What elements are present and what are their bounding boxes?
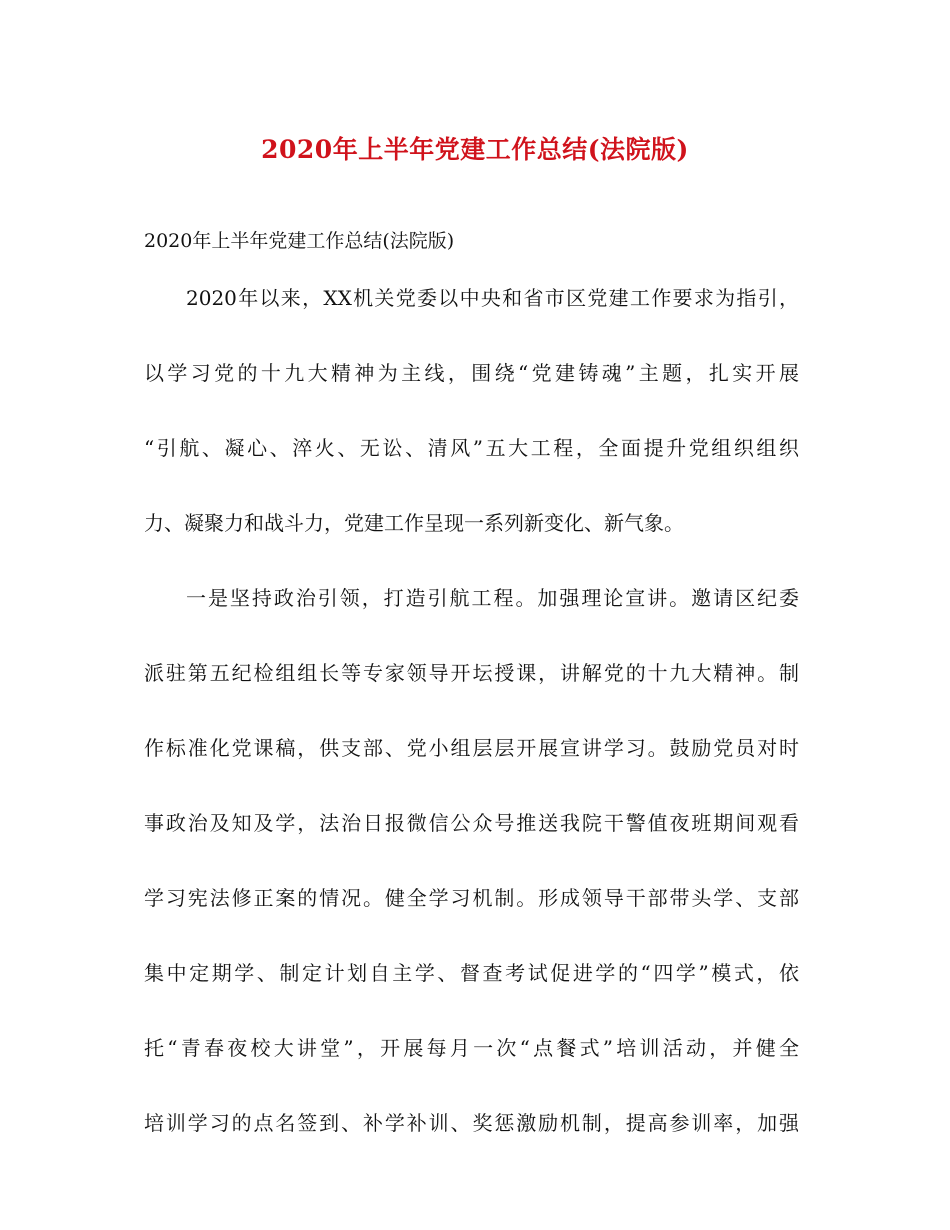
paragraph-line: 力、凝聚力和战斗力，党建工作呈现一系列新变化、新气象。	[144, 511, 684, 535]
paragraph-line: 事政治及知及学，法治日报微信公众号推送我院干警值夜班期间观看	[144, 811, 799, 835]
paragraph-line: 派驻第五纪检组组长等专家领导开坛授课，讲解党的十九大精神。制	[144, 661, 799, 685]
paragraph-line: 集中定期学、制定计划自主学、督查考试促进学的“四学”模式，依	[144, 961, 799, 985]
paragraph-line: 2020年以来，XX机关党委以中央和省市区党建工作要求为指引，	[186, 286, 799, 310]
paragraph-line: 托“青春夜校大讲堂”，开展每月一次“点餐式”培训活动，并健全	[144, 1036, 799, 1060]
document-subtitle: 2020年上半年党建工作总结(法院版)	[144, 230, 455, 252]
paragraph-line: “引航、凝心、淬火、无讼、清风”五大工程，全面提升党组织组织	[144, 436, 799, 460]
document-title: 2020年上半年党建工作总结(法院版)	[261, 135, 689, 164]
paragraph-line: 作标准化党课稿，供支部、党小组层层开展宣讲学习。鼓励党员对时	[144, 736, 799, 760]
paragraph-line: 学习宪法修正案的情况。健全学习机制。形成领导干部带头学、支部	[144, 886, 799, 910]
paragraph-line: 以学习党的十九大精神为主线，围绕“党建铸魂”主题，扎实开展	[144, 361, 799, 385]
paragraph-line: 培训学习的点名签到、补学补训、奖惩激励机制，提高参训率，加强	[144, 1111, 799, 1135]
paragraph-line: 一是坚持政治引领，打造引航工程。加强理论宣讲。邀请区纪委	[186, 586, 799, 610]
